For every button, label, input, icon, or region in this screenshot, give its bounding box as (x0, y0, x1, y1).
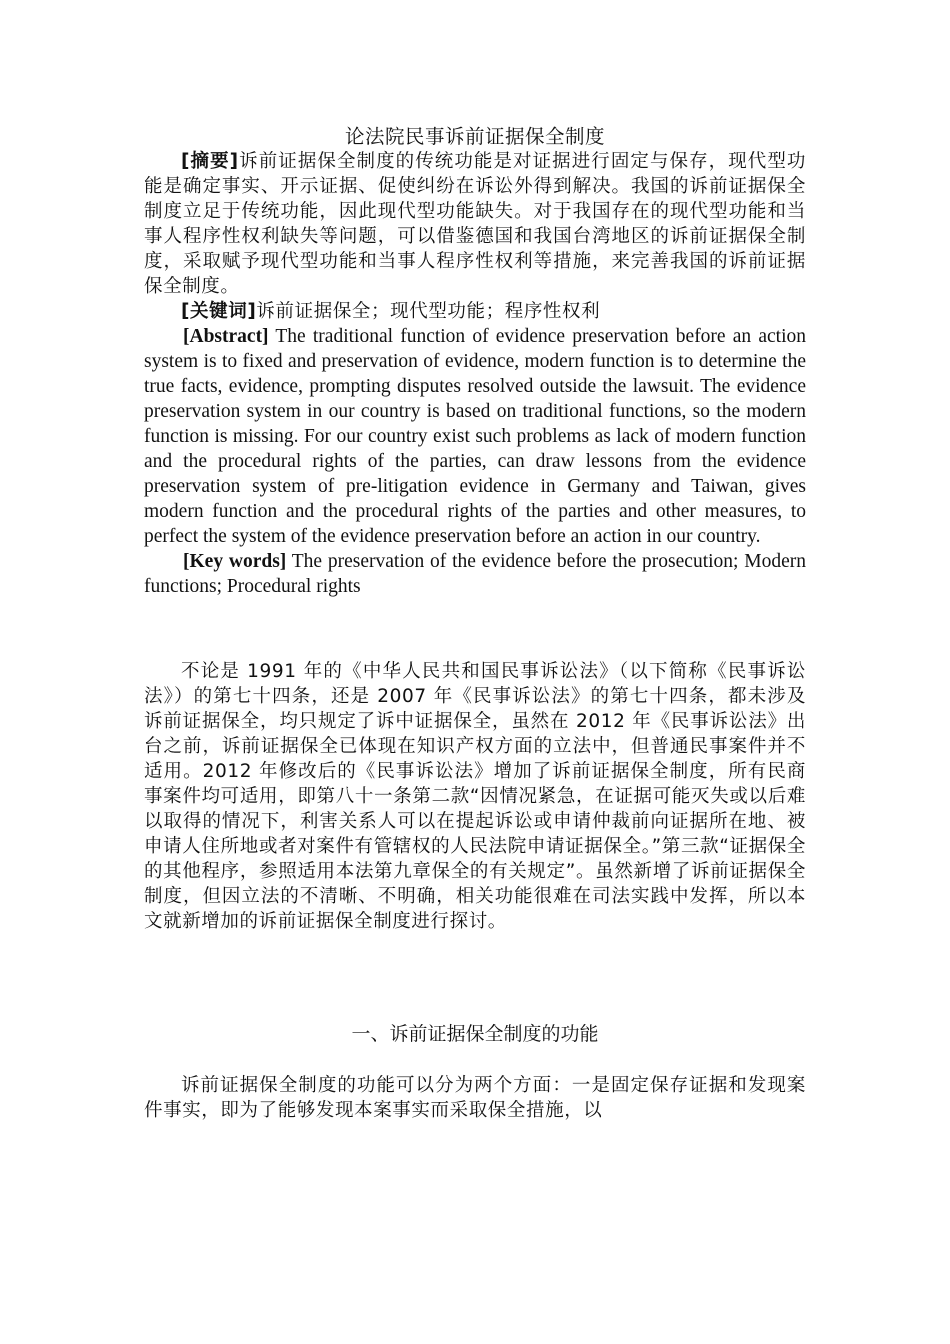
abstract-zh-text: 诉前证据保全制度的传统功能是对证据进行固定与保存，现代型功能是确定事实、开示证据、促使纠纷在诉讼外得到解决。我国的诉前证据保全制度立足于传统功能，因此现代型功能缺失。对于我国存在的现代型功能和当事人程序性权利缺失等问题，可以借鉴德国和我国台湾地区的诉前证据保全制度，采取赋予现代型功能和当事人程序性权利等措施，来完善我国的诉前证据保全制度。 (144, 151, 807, 297)
intro-paragraph: 不论是 1991 年的《中华人民共和国民事诉讼法》（以下简称《民事诉讼法》）的第七十四条，还是 2007 年《民事诉讼法》的第七十四条，都未涉及诉前证据保全，均只规定了诉中证据保全，虽然在 2012 年《民事诉讼法》出台之前，诉前证据保全已体现在知识产权方面的立法中，但普通民事案件并不适用。2012 年修改后的《民事诉讼法》增加了诉前证据保全制度，所有民商事案件均可适用，即第八十一条第二款“因情况紧急，在证据可能灭失或以后难以取得的情况下，利害关系人可以在提起诉讼或申请仲裁前向证据所在地、被申请人住所地或者对案件有管辖权的人民法院申请证据保全。”第三款“证据保全的其他程序，参照适用本法第九章保全的有关规定”。虽然新增了诉前证据保全制度，但因立法的不清晰、不明确，相关功能很难在司法实践中发挥，所以本文就新增加的诉前证据保全制度进行探讨。 (144, 661, 806, 932)
abstract-en (144, 324, 806, 549)
keywords-en (144, 549, 806, 599)
document-body (144, 124, 806, 1123)
keywords-zh (144, 299, 806, 324)
spacer (144, 599, 806, 659)
abstract-zh (144, 149, 806, 299)
spacer (144, 1047, 806, 1073)
spacer (144, 934, 806, 1022)
keywords-zh-text: 诉前证据保全；现代型功能；程序性权利 (256, 301, 601, 322)
section-paragraph: 诉前证据保全制度的功能可以分为两个方面：一是固定保存证据和发现案件事实，即为了能够发现本案事实而采取保全措施，以 (144, 1075, 806, 1121)
keywords-en-label: [Key words] (183, 551, 287, 572)
abstract-en-text: The traditional function of evidence preservation before an action system is to fixed and preservation of evidence, modern function is to determine the true facts, evidence, prompting disputes resolved outside the lawsuit. The evidence preservation system in our country is based on traditional functions, so the modern function is missing. For our country exist such problems as lack of modern function and the procedural rights of the parties, can draw lessons from the evidence preservation system of pre-litigation evidence in Germany and Taiwan, gives modern function and the procedural rights of the parties and other measures, to perfect the system of the evidence preservation before an action in our country. (144, 326, 806, 547)
section-heading: 一、诉前证据保全制度的功能 (351, 1023, 599, 1045)
page-title: 论法院民事诉前证据保全制度 (344, 125, 605, 148)
abstract-zh-label: [摘要] (181, 151, 239, 172)
keywords-zh-label: [关键词] (181, 301, 257, 322)
abstract-en-label: [Abstract] (183, 326, 269, 347)
keywords-en-text: The preservation of the evidence before the prosecution; Modern functions; Procedural rights (144, 551, 807, 597)
